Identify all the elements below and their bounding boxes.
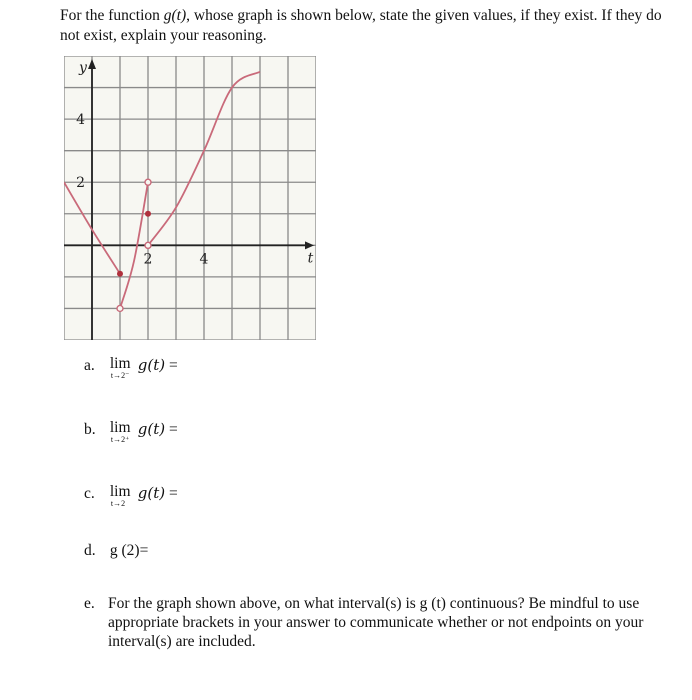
question-e-text: For the graph shown above, on what interval(s) is g (t) continuous? Be mindful to use appropriate brackets in your answer to communicate whether or not endpoints on your interval(s) are included. (108, 595, 644, 650)
closed-point (145, 211, 151, 217)
limit-operator (110, 420, 134, 444)
question-c-equals: = (165, 485, 178, 502)
lim-subscript: t→2⁺ (110, 435, 130, 444)
question-b-letter: b. (84, 421, 96, 438)
question-c-letter: c. (84, 485, 95, 502)
question-a-letter: a. (84, 357, 95, 374)
y-tick-label: 2 (76, 175, 85, 192)
open-point (145, 242, 151, 248)
question-a (84, 356, 178, 380)
open-point (117, 305, 123, 311)
question-d (84, 542, 148, 560)
question-d-letter: d. (84, 542, 96, 559)
question-e (84, 594, 664, 651)
graph-paper (64, 56, 316, 340)
question-c (84, 484, 178, 508)
limit-operator (110, 356, 134, 380)
open-point (145, 179, 151, 185)
lim-text: lim (109, 419, 131, 436)
lim-text: lim (109, 483, 131, 500)
x-tick-label: 2 (143, 251, 153, 268)
question-b-expression: g(t) (137, 420, 166, 438)
question-a-expression: g(t) (137, 356, 166, 374)
intro-part1: For the function (60, 7, 164, 24)
question-d-text: g (2)= (109, 542, 149, 559)
lim-subscript: t→2⁻ (110, 371, 130, 380)
question-a-equals: = (165, 357, 178, 374)
problem-statement (60, 6, 672, 46)
question-b (84, 420, 178, 444)
lim-subscript: t→2 (110, 499, 126, 508)
intro-part2: , whose graph is shown below, state the given values, if they exist. If they do not exist, explain your reasoning. (60, 7, 662, 44)
limit-operator (110, 484, 134, 508)
y-axis-label: y (79, 60, 87, 76)
closed-point (117, 271, 123, 277)
question-e-letter: e. (84, 595, 95, 612)
question-c-expression: g(t) (137, 484, 166, 502)
lim-text: lim (109, 355, 131, 372)
x-tick-label: 4 (199, 251, 209, 268)
question-b-equals: = (165, 421, 178, 438)
function-graph (64, 56, 316, 340)
x-axis-label: t (307, 250, 314, 267)
intro-function: g(t) (163, 7, 187, 24)
y-tick-label: 4 (76, 112, 85, 129)
